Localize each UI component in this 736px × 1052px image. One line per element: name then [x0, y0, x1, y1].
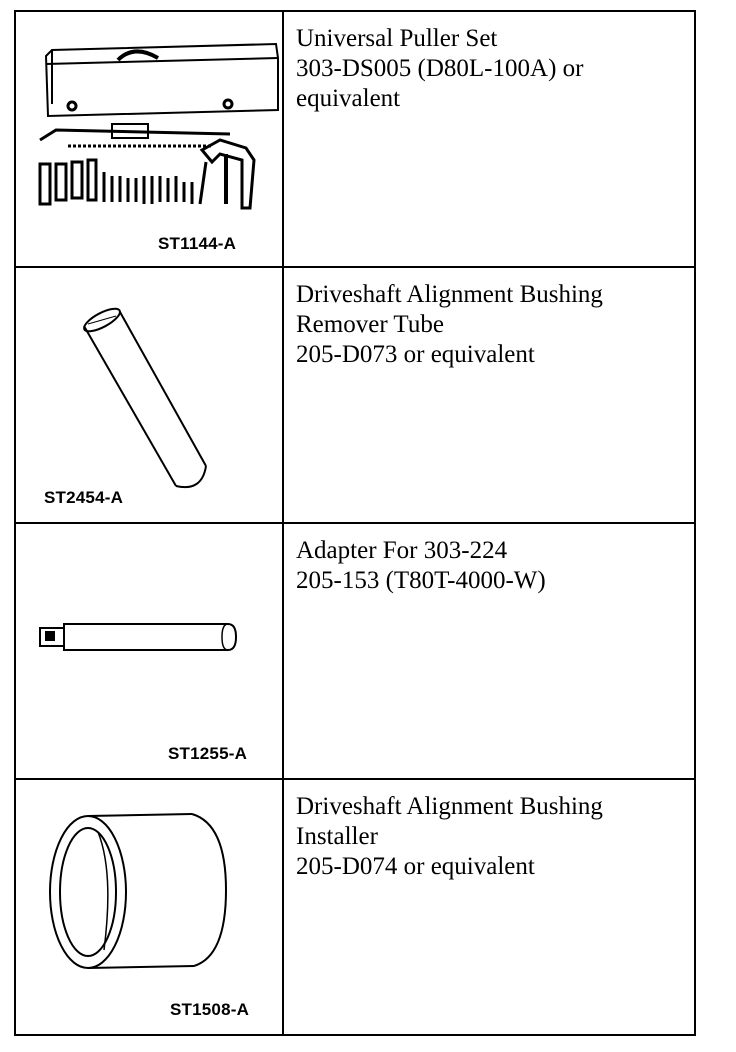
- tool-name-line: Installer: [296, 823, 378, 850]
- table-row: [15, 523, 695, 779]
- table-row: [15, 779, 695, 1035]
- table-row: [15, 267, 695, 523]
- tool-code-label: ST1255-A: [168, 744, 248, 763]
- tool-number-line: 303-DS005 (D80L-100A) or: [296, 55, 584, 82]
- tool-name-line: Remover Tube: [296, 311, 444, 338]
- tool-number-line: 205-D074 or equivalent: [296, 853, 535, 880]
- tool-equivalent-line: equivalent: [296, 85, 401, 112]
- tool-number-line: 205-153 (T80T-4000-W): [296, 567, 546, 594]
- tool-illustration-cell: [15, 523, 283, 779]
- tool-name-line: Adapter For 303-224: [296, 537, 508, 564]
- tool-illustration-cell: [15, 267, 283, 523]
- remover-tube-icon: [16, 268, 282, 524]
- tool-code-label: ST1144-A: [158, 234, 237, 253]
- tool-illustration-cell: [15, 11, 283, 267]
- tool-number-line: 205-D073 or equivalent: [296, 341, 535, 368]
- tool-name-line: Driveshaft Alignment Bushing: [296, 281, 603, 308]
- tool-description-cell: [283, 11, 695, 267]
- tool-illustration-cell: [15, 779, 283, 1035]
- tool-description-cell: [283, 267, 695, 523]
- tool-description-cell: [283, 523, 695, 779]
- tool-name-line: Driveshaft Alignment Bushing: [296, 793, 603, 820]
- tool-description-cell: [283, 779, 695, 1035]
- table-row: [15, 11, 695, 267]
- bushing-installer-icon: [16, 780, 282, 1036]
- special-tools-table: [14, 10, 696, 1036]
- tool-code-label: ST1508-A: [170, 1000, 250, 1019]
- tool-name-line: Universal Puller Set: [296, 25, 498, 52]
- adapter-rod-icon: [16, 524, 282, 780]
- tool-code-label: ST2454-A: [44, 488, 124, 507]
- puller-set-icon: [16, 12, 282, 268]
